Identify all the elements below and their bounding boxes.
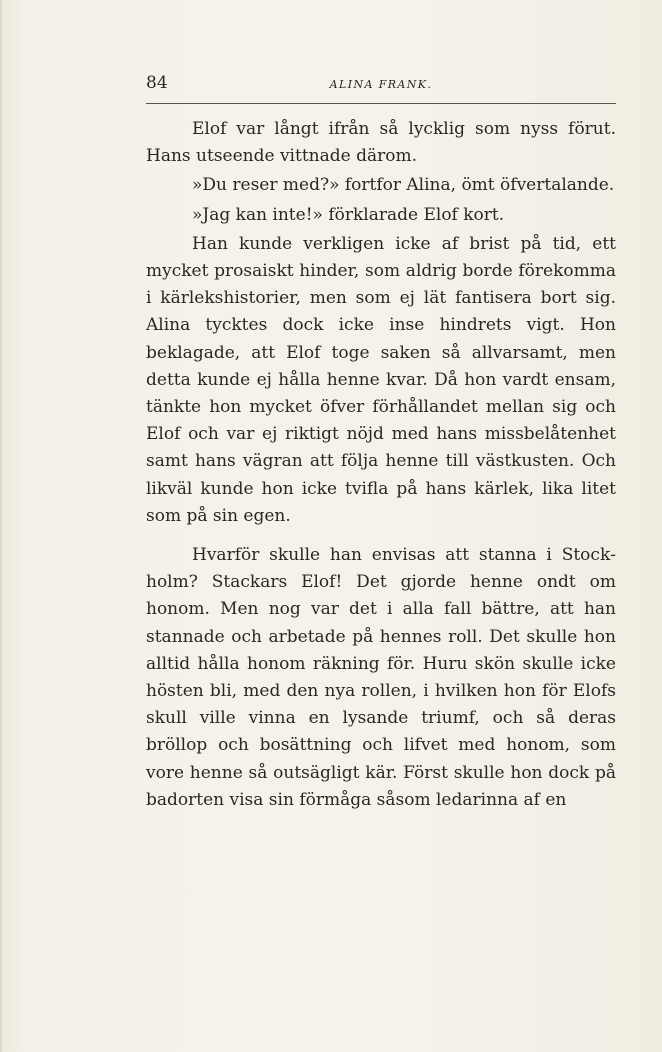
scan-edge xyxy=(0,0,2,1052)
paragraph: »Jag kan inte!» förklarade Elof kort. xyxy=(192,204,505,225)
paragraph: »Du reser med?» fortfor Alina, ömt öfvertalande. xyxy=(192,175,615,196)
page-number: 84 xyxy=(146,73,168,93)
paragraph: Elof var långt ifrån så lycklig som nyss förut. Hans utseende vittnade därom. xyxy=(146,119,616,167)
running-head: ALINA FRANK. xyxy=(329,78,433,91)
paragraph: Han kunde verkligen icke af brist på tid, ett mycket prosaiskt hinder, som aldrig borde förekomma i kärlekshistorier, men som ej lät fantisera bort sig. Alina tycktes dock icke inse hindrets vigt. Hon beklagade, att Elof toge saken så allvarsamt, men detta kunde ej hålla henne kvar. Då hon vardt ensam, tänkte hon mycket öfver förhållandet mellan sig och Elof och var ej riktigt nöjd med hans missbelåtenhet samt hans vägran att följa henne till västkusten. Och likväl kunde hon icke tvifla på hans kärlek, lika litet som på sin egen. xyxy=(146,233,616,526)
page-header xyxy=(146,71,616,104)
body-text xyxy=(146,116,616,814)
paragraph: Hvarför skulle han envisas att stanna i Stockholm? Stackars Elof! Det gjorde henne ondt om honom. Men nog var det i alla fall bättre, att han stannade och arbetade på hennes roll. Det skulle hon alltid hålla honom räkning för. Huru skön skulle icke hösten bli, med den nya rollen, i hvilken hon för Elofs skull ville vinna en lysande triumf, och så deras bröllop och bosättning och lifvet med honom, som vore henne så outsägligt kär. Först skulle hon dock på badorten visa sin förmåga såsom ledarinna af en xyxy=(146,545,616,810)
